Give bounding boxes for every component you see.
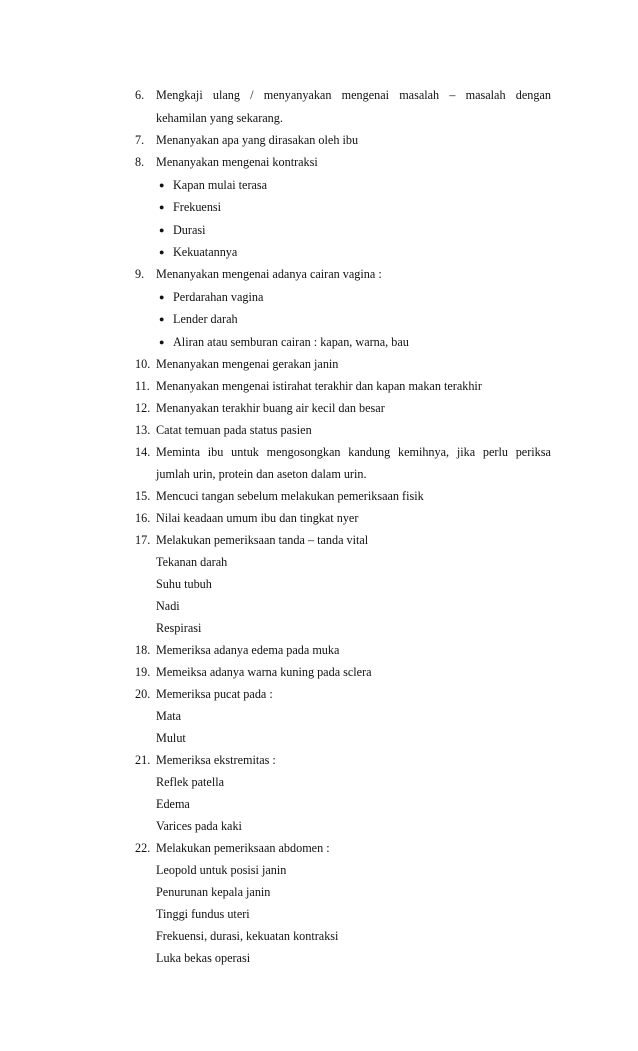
word: perlu xyxy=(482,445,508,459)
word: – xyxy=(449,88,456,102)
word: Mengkaji xyxy=(156,88,203,102)
word: ulang xyxy=(212,88,240,102)
item-text: Memeriksa pucat pada : xyxy=(156,687,273,701)
item-number: 13. xyxy=(135,423,151,437)
item-text: Menanyakan terakhir buang air kecil dan besar xyxy=(156,401,385,415)
sub-item: Mulut xyxy=(156,731,186,745)
sub-item: Luka bekas operasi xyxy=(156,951,251,965)
item-text: Nilai keadaan umum ibu dan tingkat nyer xyxy=(156,511,359,525)
item-text-line2: jumlah urin, protein dan aseton dalam urin. xyxy=(156,467,367,481)
bullet-text: Kapan mulai terasa xyxy=(173,178,268,192)
sub-item: Tinggi fundus uteri xyxy=(156,907,250,921)
bullet-icon: ● xyxy=(159,292,165,302)
bullet-icon: ● xyxy=(159,337,165,347)
word: masalah xyxy=(399,88,440,102)
bullet-text: Frekuensi xyxy=(173,200,222,214)
item-number: 6. xyxy=(135,88,145,102)
item-number: 12. xyxy=(135,401,151,415)
item-number: 22. xyxy=(135,841,151,855)
sub-item: Varices pada kaki xyxy=(156,819,242,833)
bullet-text: Durasi xyxy=(173,223,206,237)
item-text: Memeiksa adanya warna kuning pada sclera xyxy=(156,665,372,679)
sub-item: Penurunan kepala janin xyxy=(156,885,271,899)
word: / xyxy=(250,88,254,102)
bullet-text: Aliran atau semburan cairan : kapan, warna, bau xyxy=(173,335,409,349)
bullet-text: Kekuatannya xyxy=(173,245,238,259)
item-number: 18. xyxy=(135,643,151,657)
item-text: Memeriksa ekstremitas : xyxy=(156,753,276,767)
sub-item: Edema xyxy=(156,797,190,811)
word: masalah xyxy=(465,88,506,102)
item-number: 14. xyxy=(135,445,151,459)
item-text: Mencuci tangan sebelum melakukan pemeriksaan fisik xyxy=(156,489,424,503)
item-text: Menanyakan apa yang dirasakan oleh ibu xyxy=(156,133,359,147)
item-text: Menanyakan mengenai kontraksi xyxy=(156,155,318,169)
word: periksa xyxy=(515,445,551,459)
word: Meminta xyxy=(156,445,201,459)
sub-item: Respirasi xyxy=(156,621,202,635)
item-number: 16. xyxy=(135,511,151,525)
sub-item: Frekuensi, durasi, kekuatan kontraksi xyxy=(156,929,339,943)
bullet-icon: ● xyxy=(159,202,165,212)
word: untuk xyxy=(231,445,259,459)
bullet-icon: ● xyxy=(159,314,165,324)
item-number: 19. xyxy=(135,665,151,679)
item-text-line1 xyxy=(156,87,551,103)
word: dengan xyxy=(515,88,551,102)
item-text: Menanyakan mengenai istirahat terakhir dan kapan makan terakhir xyxy=(156,379,482,393)
sub-item: Suhu tubuh xyxy=(156,577,212,591)
item-text-line1 xyxy=(156,444,551,460)
item-number: 20. xyxy=(135,687,151,701)
sub-item: Leopold untuk posisi janin xyxy=(156,863,287,877)
item-number: 17. xyxy=(135,533,151,547)
item-text: Memeriksa adanya edema pada muka xyxy=(156,643,340,657)
item-text: Melakukan pemeriksaan abdomen : xyxy=(156,841,330,855)
bullet-text: Perdarahan vagina xyxy=(173,290,264,304)
word: kemihnya, xyxy=(397,445,450,459)
bullet-text: Lender darah xyxy=(173,312,238,326)
bullet-icon: ● xyxy=(159,247,165,257)
sub-item: Mata xyxy=(156,709,182,723)
item-number: 9. xyxy=(135,267,145,281)
item-text: Catat temuan pada status pasien xyxy=(156,423,312,437)
word: jika xyxy=(456,445,476,459)
word: mengenai xyxy=(341,88,390,102)
item-number: 11. xyxy=(135,379,150,393)
item-number: 7. xyxy=(135,133,145,147)
bullet-icon: ● xyxy=(159,225,165,235)
bullet-icon: ● xyxy=(159,180,165,190)
sub-item: Tekanan darah xyxy=(156,555,228,569)
word: menyanyakan xyxy=(263,88,332,102)
item-number: 8. xyxy=(135,155,145,169)
item-number: 15. xyxy=(135,489,151,503)
item-text: Menanyakan mengenai gerakan janin xyxy=(156,357,339,371)
item-text-line2: kehamilan yang sekarang. xyxy=(156,111,283,125)
item-text: Melakukan pemeriksaan tanda – tanda vital xyxy=(156,533,369,547)
item-number: 10. xyxy=(135,357,151,371)
word: kandung xyxy=(348,445,391,459)
sub-item: Nadi xyxy=(156,599,180,613)
item-text: Menanyakan mengenai adanya cairan vagina : xyxy=(156,267,382,281)
sub-item: Reflek patella xyxy=(156,775,225,789)
item-number: 21. xyxy=(135,753,151,767)
word: mengosongkan xyxy=(266,445,341,459)
word: ibu xyxy=(207,445,224,459)
